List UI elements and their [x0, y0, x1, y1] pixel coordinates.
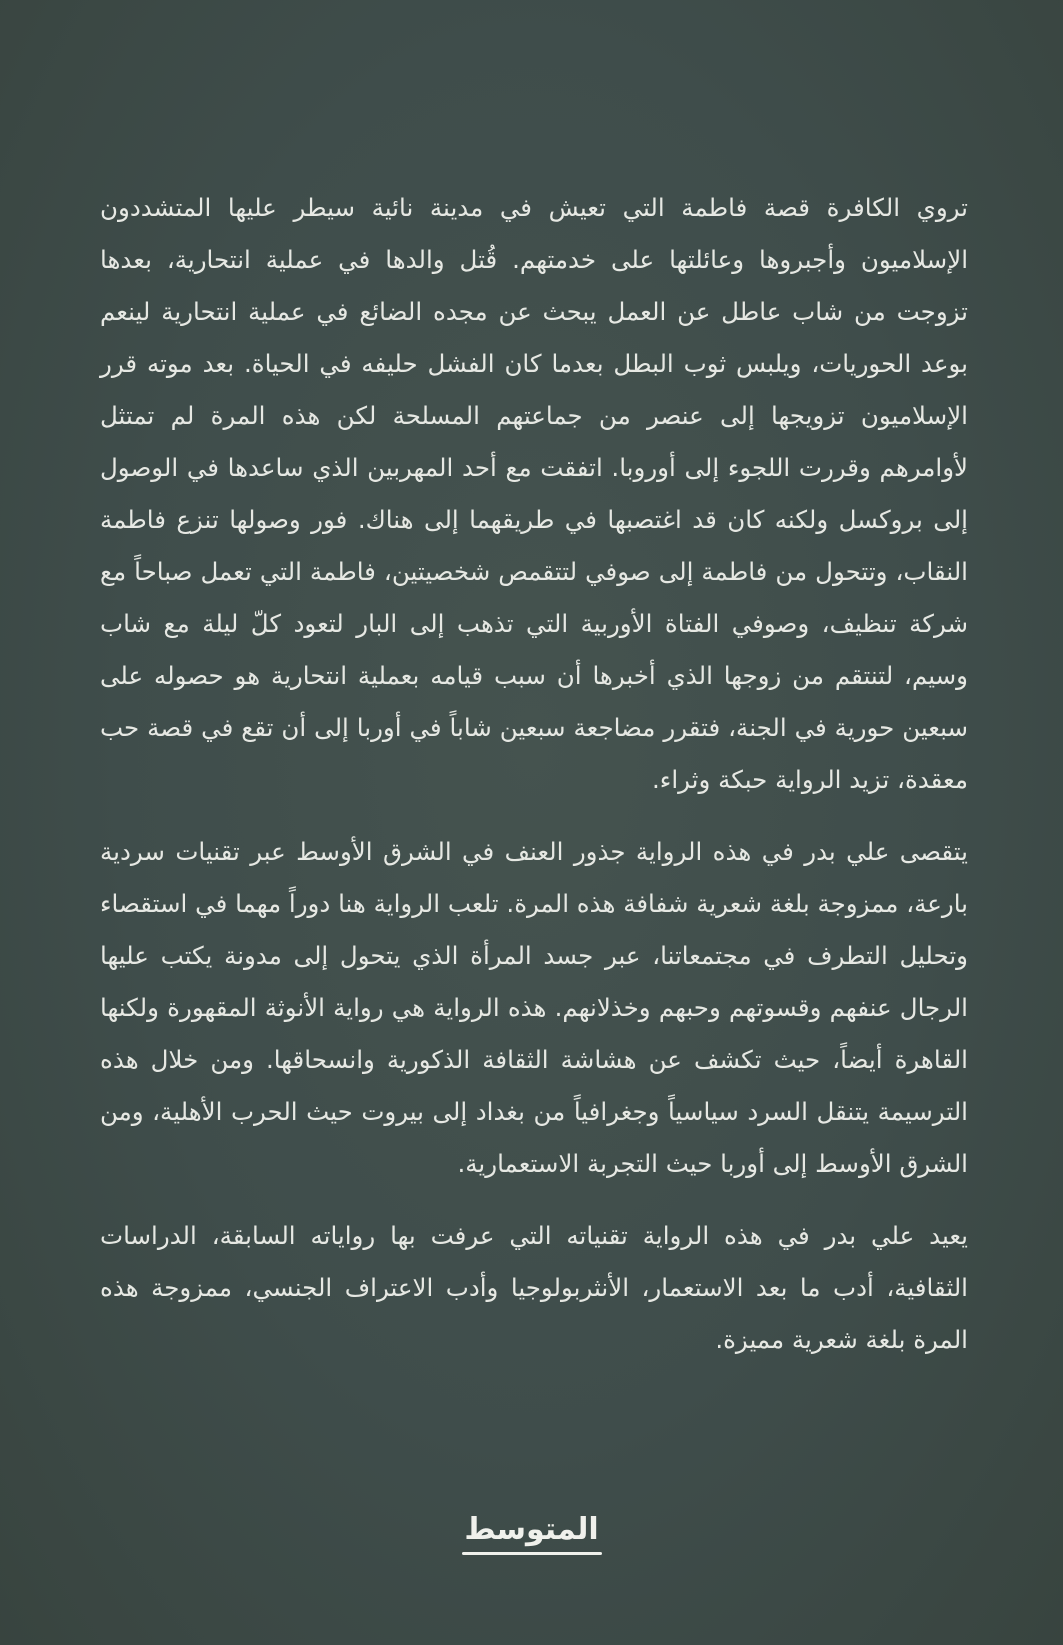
blurb-paragraph-analysis: يتقصى علي بدر في هذه الرواية جذور العنف في الشرق الأوسط عبر تقنيات سردية بارعة، ممزوجة بلغة شعرية شفافة هذه المرة. تلعب الرواية هنا دوراً مهما في استقصاء وتحليل التطرف في مجتمعاتنا، عبر جسد المرأة الذي يتحول إلى مدونة يكتب عليها الرجال عنفهم وقسوتهم وحبهم وخذلانهم. هذه الرواية هي رواية الأنوثة المقهورة ولكنها القاهرة أيضاً، حيث تكشف عن هشاشة الثقافة الذكورية وانسحاقها. ومن خلال هذه الترسيمة يتنقل السرد سياسياً وجغرافياً من بغداد إلى بيروت حيث الحرب الأهلية، ومن الشرق الأوسط إلى أوربا حيث التجربة الاستعمارية.: [100, 837, 968, 1178]
publisher-logo-underline: [462, 1552, 602, 1555]
publisher-name: المتوسط: [464, 1512, 599, 1547]
blurb-paragraph-synopsis: تروي الكافرة قصة فاطمة التي تعيش في مدينة نائية سيطر عليها المتشددون الإسلاميون وأجبروها وعائلتها على خدمتهم. قُتل والدها في عملية انتحارية، بعدها تزوجت من شاب عاطل عن العمل يبحث عن مجده الضائع في عملية انتحارية لينعم بوعد الحوريات، ويلبس ثوب البطل بعدما كان الفشل حليفه في الحياة. بعد موته قرر الإسلاميون تزويجها إلى عنصر من جماعتهم المسلحة لكن هذه المرة لم تمتثل لأوامرهم وقررت اللجوء إلى أوروبا. اتفقت مع أحد المهربين الذي ساعدها في الوصول إلى بروكسل ولكنه كان قد اغتصبها في طريقهما إلى هناك. فور وصولها تنزع فاطمة النقاب، وتتحول من فاطمة إلى صوفي لتتقمص شخصيتين، فاطمة التي تعمل صباحاً مع شركة تنظيف، وصوفي الفتاة الأوربية التي تذهب إلى البار لتعود كلّ ليلة مع شاب وسيم، لتنتقم من زوجها الذي أخبرها أن سبب قيامه بعملية انتحارية هو حصوله على سبعين حورية في الجنة، فتقرر مضاجعة سبعين شاباً في أوربا إلى أن تقع في قصة حب معقدة، تزيد الرواية حبكة وثراء.: [100, 193, 968, 794]
publisher-logo: [0, 1510, 1063, 1555]
blurb-text: [100, 182, 968, 1366]
blurb-paragraph-techniques: يعيد علي بدر في هذه الرواية تقنياته التي عرفت بها رواياته السابقة، الدراسات الثقافية، أدب ما بعد الاستعمار، الأنثربولوجيا وأدب الاعتراف الجنسي، ممزوجة هذه المرة بلغة شعرية مميزة.: [100, 1221, 968, 1354]
